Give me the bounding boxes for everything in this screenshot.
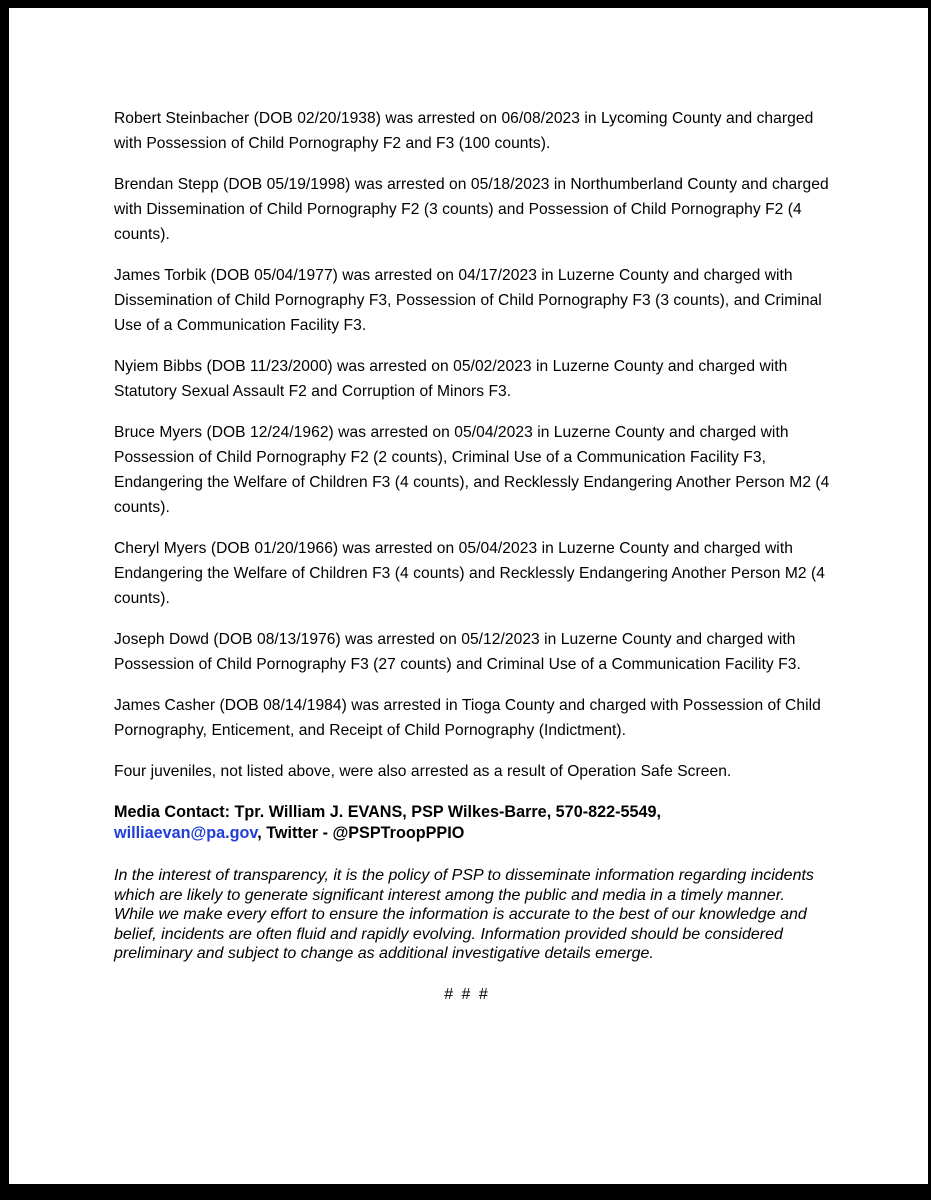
screenshot-border-bottom [0, 1184, 931, 1200]
transparency-disclaimer: In the interest of transparency, it is the policy of PSP to disseminate information regarding incidents which are likely to generate significant interest among the public and media in a timely manner. While we make every effort to ensure the information is accurate to the best of our knowledge and belief, incidents are often fluid and rapidly evolving. Information provided should be considered preliminary and subject to change as additional investigative details emerge. [114, 867, 814, 963]
arrest-paragraph: Joseph Dowd (DOB 08/13/1976) was arrested on 05/12/2023 in Luzerne County and charged with Possession of Child Pornography F3 (27 counts) and Criminal Use of a Communication Facility F3. [114, 631, 801, 673]
arrest-paragraph: James Torbik (DOB 05/04/1977) was arrested on 04/17/2023 in Luzerne County and charged with Dissemination of Child Pornography F3, Possession of Child Pornography F3 (3 counts), and Criminal Use of a Communication Facility F3. [114, 267, 822, 334]
press-release-page [114, 106, 834, 1004]
screenshot-border-top [0, 0, 931, 8]
end-of-release-mark: # # # [444, 985, 490, 1003]
arrest-paragraph: James Casher (DOB 08/14/1984) was arrested in Tioga County and charged with Possession of Child Pornography, Enticement, and Receipt of Child Pornography (Indictment). [114, 697, 821, 739]
arrest-paragraph: Robert Steinbacher (DOB 02/20/1938) was arrested on 06/08/2023 in Lycoming County and charged with Possession of Child Pornography F2 and F3 (100 counts). [114, 110, 814, 152]
arrest-paragraph: Brendan Stepp (DOB 05/19/1998) was arrested on 05/18/2023 in Northumberland County and charged with Dissemination of Child Pornography F2 (3 counts) and Possession of Child Pornography F2 (4 counts). [114, 176, 829, 243]
media-contact-suffix: , Twitter - @PSPTroopPPIO [257, 824, 465, 842]
juveniles-note: Four juveniles, not listed above, were also arrested as a result of Operation Safe Screen. [114, 763, 732, 780]
media-contact-prefix: Media Contact: Tpr. William J. EVANS, PSP Wilkes-Barre, 570-822-5549, [114, 803, 661, 821]
arrest-paragraph: Nyiem Bibbs (DOB 11/23/2000) was arrested on 05/02/2023 in Luzerne County and charged with Statutory Sexual Assault F2 and Corruption of Minors F3. [114, 358, 788, 400]
arrest-paragraph: Bruce Myers (DOB 12/24/1962) was arrested on 05/04/2023 in Luzerne County and charged with Possession of Child Pornography F2 (2 counts), Criminal Use of a Communication Facility F3, Endangering the Welfare of Children F3 (4 counts), and Recklessly Endangering Another Person M2 (4 counts). [114, 424, 830, 516]
screenshot-border-left [0, 0, 9, 1200]
media-contact-email-link[interactable]: williaevan@pa.gov [114, 824, 258, 842]
arrest-paragraph: Cheryl Myers (DOB 01/20/1966) was arrested on 05/04/2023 in Luzerne County and charged with Endangering the Welfare of Children F3 (4 counts) and Recklessly Endangering Another Person M2 (4 counts). [114, 540, 826, 607]
media-contact [114, 802, 734, 844]
